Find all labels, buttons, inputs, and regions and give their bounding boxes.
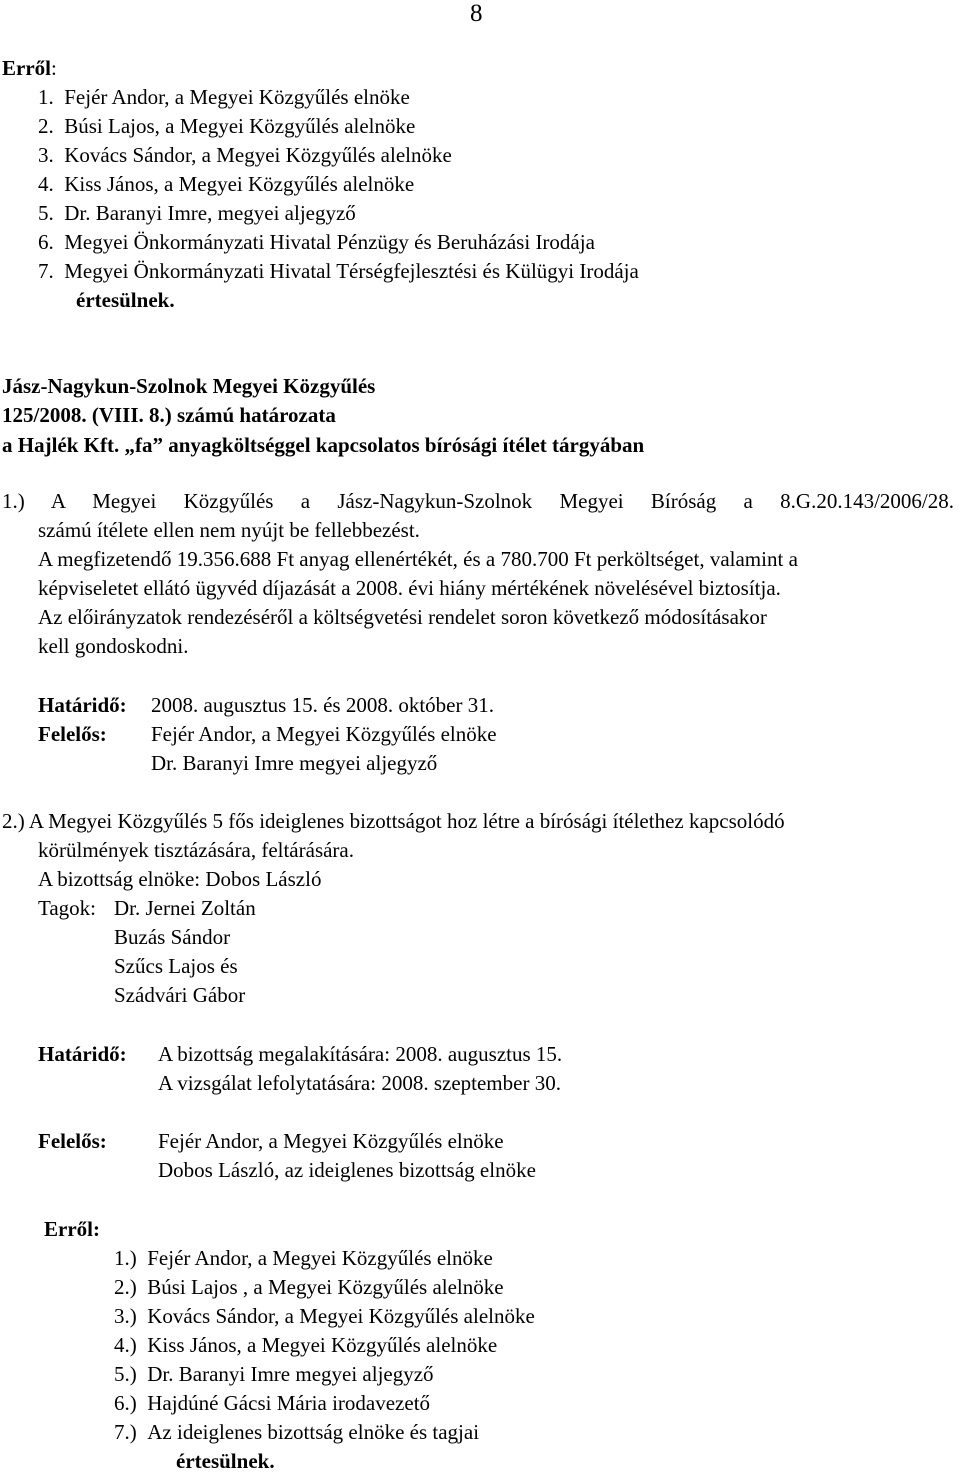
list-item: 5.) Dr. Baranyi Imre megyei aljegyző [114,1362,434,1386]
resolution-number: 125/2008. (VIII. 8.) számú határozata [2,403,336,427]
page-number: 8 [470,0,483,27]
list-item: 7. Megyei Önkormányzati Hivatal Térségfejlesztési és Külügyi Irodája [38,259,639,283]
paragraph-line: számú ítélete ellen nem nyújt be fellebbezést. [38,518,420,542]
members-label: Tagok: [38,896,97,920]
notified-label: értesülnek. [176,1449,275,1473]
paragraph-line: körülmények tisztázására, feltárására. [38,838,354,862]
list-item: 3.) Kovács Sándor, a Megyei Közgyűlés alelnöke [114,1304,535,1328]
erro-heading: Erről: [2,56,57,80]
list-item: 2. Búsi Lajos, a Megyei Közgyűlés alelnöke [38,114,416,138]
member-name: Szűcs Lajos és [114,954,238,978]
responsible-value: Dr. Baranyi Imre megyei aljegyző [151,751,438,775]
deadline-label: Határidő: [38,693,127,717]
list-item: 4. Kiss János, a Megyei Közgyűlés alelnöke [38,172,415,196]
member-name: Buzás Sándor [114,925,231,949]
list-item: 6. Megyei Önkormányzati Hivatal Pénzügy és Beruházási Irodája [38,230,595,254]
responsible-label: Felelős: [38,722,107,746]
paragraph-line: Az előirányzatok rendezéséről a költségvetési rendelet soron következő módosításakor [38,605,767,629]
list-item: 5. Dr. Baranyi Imre, megyei aljegyző [38,201,356,225]
responsible-label: Felelős: [38,1129,107,1153]
paragraph-line: kell gondoskodni. [38,634,189,658]
committee-chair: A bizottság elnöke: Dobos László [38,867,322,891]
resolution-subject: a Hajlék Kft. „fa” anyagköltséggel kapcsolatos bírósági ítélet tárgyában [2,433,645,457]
list-item: 3. Kovács Sándor, a Megyei Közgyűlés alelnöke [38,143,452,167]
list-item: 2.) Búsi Lajos , a Megyei Közgyűlés alelnöke [114,1275,504,1299]
erro-heading: Erről: [44,1217,100,1241]
paragraph-line: A megfizetendő 19.356.688 Ft anyag ellenértékét, és a 780.700 Ft perköltséget, valamint a [38,547,798,571]
responsible-value: Fejér Andor, a Megyei Közgyűlés elnöke [158,1129,504,1153]
member-name: Dr. Jernei Zoltán [114,896,256,920]
list-item: 4.) Kiss János, a Megyei Közgyűlés alelnöke [114,1333,498,1357]
paragraph-line: 2.) A Megyei Közgyűlés 5 fős ideiglenes bizottságot hoz létre a bírósági ítélethez kapcsolódó [2,809,785,833]
resolution-body-name: Jász-Nagykun-Szolnok Megyei Közgyűlés [2,374,376,398]
deadline-value: A bizottság megalakítására: 2008. augusztus 15. [158,1042,563,1066]
deadline-label: Határidő: [38,1042,127,1066]
list-item: 6.) Hajdúné Gácsi Mária irodavezető [114,1391,431,1415]
notified-label: értesülnek. [76,288,175,312]
list-item: 7.) Az ideiglenes bizottság elnöke és tagjai [114,1420,480,1444]
member-name: Szádvári Gábor [114,983,246,1007]
list-item: 1. Fejér Andor, a Megyei Közgyűlés elnöke [38,85,410,109]
paragraph-line: képviseletet ellátó ügyvéd díjazását a 2008. évi hiány mértékének növelésével biztosítja. [38,576,781,600]
responsible-value: Dobos László, az ideiglenes bizottság elnöke [158,1158,536,1182]
deadline-value: 2008. augusztus 15. és 2008. október 31. [151,693,494,717]
list-item: 1.) Fejér Andor, a Megyei Közgyűlés elnöke [114,1246,493,1270]
paragraph-line: 1.) A Megyei Közgyűlés a Jász-Nagykun-Szolnok Megyei Bíróság a 8.G.20.143/2006/28. [2,489,954,513]
deadline-value: A vizsgálat lefolytatására: 2008. szeptember 30. [158,1071,561,1095]
responsible-value: Fejér Andor, a Megyei Közgyűlés elnöke [151,722,497,746]
